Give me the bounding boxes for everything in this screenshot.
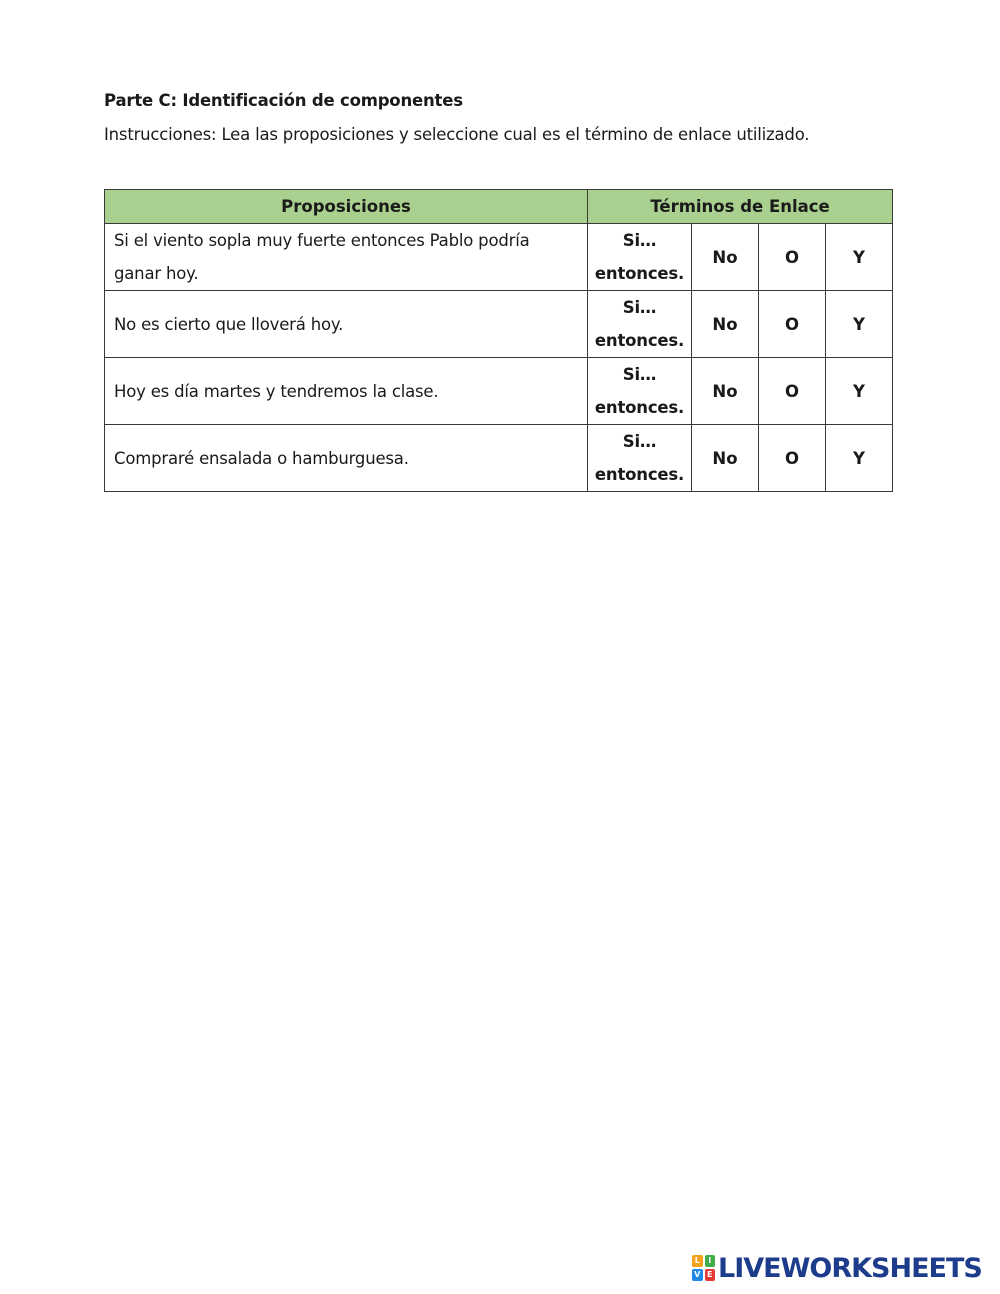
propositions-table xyxy=(104,189,893,492)
header-linking-terms: Términos de Enlace xyxy=(588,190,893,224)
option-si-line1: Si… xyxy=(622,365,657,384)
option-o[interactable]: O xyxy=(759,291,826,358)
logo-block: E xyxy=(705,1269,716,1281)
logo-block: I xyxy=(705,1255,716,1267)
table-row xyxy=(105,291,893,358)
option-y[interactable]: Y xyxy=(826,291,893,358)
option-o[interactable]: O xyxy=(759,425,826,492)
option-si-line1: Si… xyxy=(622,231,657,250)
liveworksheets-logo xyxy=(692,1253,982,1283)
option-o[interactable]: O xyxy=(759,358,826,425)
option-si-line1: Si… xyxy=(622,432,657,451)
proposition-cell: Si el viento sopla muy fuerte entonces Pablo podría ganar hoy. xyxy=(105,224,588,291)
proposition-cell: Hoy es día martes y tendremos la clase. xyxy=(105,358,588,425)
logo-block: V xyxy=(692,1269,703,1281)
option-si-line2: entonces. xyxy=(594,465,685,484)
table-row xyxy=(105,425,893,492)
option-si-line2: entonces. xyxy=(594,398,685,417)
header-propositions: Proposiciones xyxy=(105,190,588,224)
table-header-row xyxy=(105,190,893,224)
option-si-entonces[interactable] xyxy=(588,425,692,492)
option-no[interactable]: No xyxy=(692,425,759,492)
page-title: Parte C: Identificación de componentes xyxy=(104,91,463,110)
logo-blocks-icon xyxy=(692,1255,715,1281)
table-row xyxy=(105,358,893,425)
logo-text: LIVEWORKSHEETS xyxy=(718,1252,982,1284)
option-y[interactable]: Y xyxy=(826,358,893,425)
option-si-entonces[interactable] xyxy=(588,224,692,291)
option-no[interactable]: No xyxy=(692,358,759,425)
option-si-entonces[interactable] xyxy=(588,291,692,358)
option-si-line2: entonces. xyxy=(594,331,685,350)
logo-block: L xyxy=(692,1255,703,1267)
option-no[interactable]: No xyxy=(692,224,759,291)
proposition-cell: No es cierto que lloverá hoy. xyxy=(105,291,588,358)
instructions-text: Instrucciones: Lea las proposiciones y seleccione cual es el término de enlace utilizado. xyxy=(104,125,810,144)
proposition-cell: Compraré ensalada o hamburguesa. xyxy=(105,425,588,492)
option-no[interactable]: No xyxy=(692,291,759,358)
option-o[interactable]: O xyxy=(759,224,826,291)
table-row xyxy=(105,224,893,291)
option-si-line2: entonces. xyxy=(594,264,685,283)
option-si-line1: Si… xyxy=(622,298,657,317)
option-y[interactable]: Y xyxy=(826,425,893,492)
option-y[interactable]: Y xyxy=(826,224,893,291)
option-si-entonces[interactable] xyxy=(588,358,692,425)
